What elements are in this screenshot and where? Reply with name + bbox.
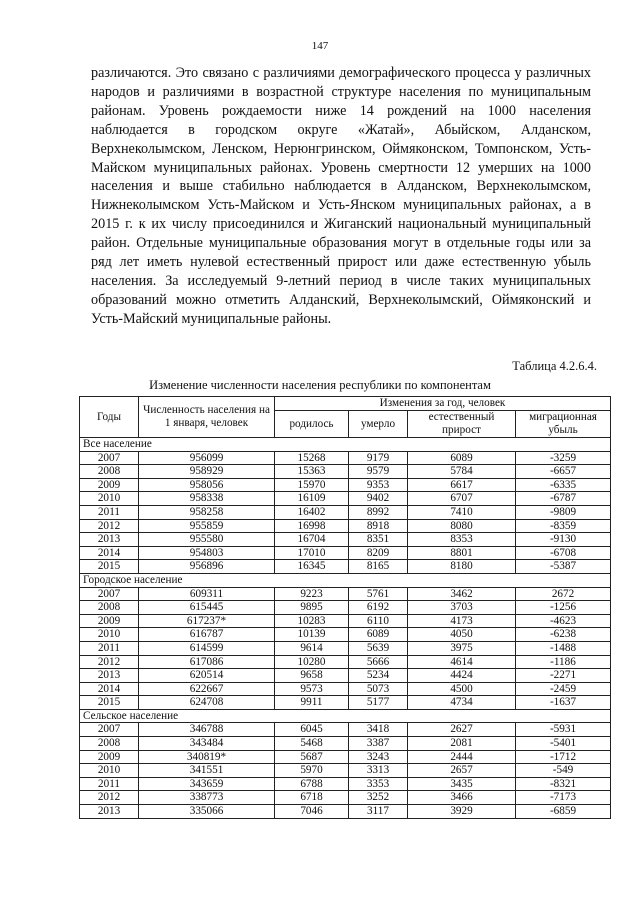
table-cell: 10280 — [275, 655, 349, 669]
table-cell: 6707 — [408, 492, 516, 506]
table-cell: -2459 — [516, 682, 611, 696]
header-died: умерло — [349, 411, 408, 438]
table-cell: 8918 — [349, 519, 408, 533]
table-row — [80, 791, 611, 805]
table-cell: 624708 — [139, 696, 275, 710]
table-cell: -5931 — [516, 723, 611, 737]
header-natural: естественный прирост — [408, 411, 516, 438]
table-row — [80, 805, 611, 819]
table-cell: 2010 — [80, 628, 139, 642]
table-cell: 614599 — [139, 641, 275, 655]
table-cell: 4050 — [408, 628, 516, 642]
table-cell: -1186 — [516, 655, 611, 669]
table-cell: 3252 — [349, 791, 408, 805]
table-cell: 16704 — [275, 533, 349, 547]
table-cell: 341551 — [139, 764, 275, 778]
table-cell: 3117 — [349, 805, 408, 819]
table-row — [80, 546, 611, 560]
table-cell: 958056 — [139, 478, 275, 492]
table-cell: 6045 — [275, 723, 349, 737]
table-cell: 2009 — [80, 478, 139, 492]
table-cell: -7173 — [516, 791, 611, 805]
table-cell: 9614 — [275, 641, 349, 655]
table-cell: 6089 — [349, 628, 408, 642]
table-cell: 2627 — [408, 723, 516, 737]
table-cell: 2009 — [80, 750, 139, 764]
table-cell: 2007 — [80, 587, 139, 601]
table-cell: 15363 — [275, 465, 349, 479]
table-cell: 2011 — [80, 777, 139, 791]
table-cell: 8080 — [408, 519, 516, 533]
table-cell: 335066 — [139, 805, 275, 819]
table-row — [80, 682, 611, 696]
table-cell: 955580 — [139, 533, 275, 547]
paragraph-text: различаются. Это связано с различиями демографического процесса у различных народов и различиями в возрастной структуре населения по муниципальным районам. Уровень рождаемости ниже 14 рождений на 1000 населения наблюдается в городском округе «Жатай», Абыйском, Алданском, Верхнеколымском, Ленском, Нерюнгринском, Оймяконском, Томпонском, Усть-Майском муниципальных районах. Уровень смертности 12 умерших на 1000 населения и выше стабильно наблюдается в Алданском, Верхнеколымском, Нижнеколымском Усть-Майском и Усть-Янском муниципальных районах, а в 2015 г. к их числу присоединился и Жиганский национальный муниципальный район. Отдельные муниципальные образования могут в отдельные годы или за ряд лет иметь нулевой естественный прирост или даже естественную убыль населения. За исследуемый 9-летний период в числе таких муниципальных образований можно отметить Алданский, Верхнеколымский, Оймяконский и Усть-Майский муниципальные районы. — [91, 65, 591, 327]
table-cell: 3435 — [408, 777, 516, 791]
table-cell: 343484 — [139, 737, 275, 751]
table-row — [80, 614, 611, 628]
table-row — [80, 764, 611, 778]
table-cell: -8359 — [516, 519, 611, 533]
table-row — [80, 505, 611, 519]
table-cell: -4623 — [516, 614, 611, 628]
table-cell: 9223 — [275, 587, 349, 601]
table-cell: 2657 — [408, 764, 516, 778]
table-cell: 16109 — [275, 492, 349, 506]
table-row — [80, 492, 611, 506]
table-cell: -6708 — [516, 546, 611, 560]
table-cell: 6192 — [349, 601, 408, 615]
table-cell: -6238 — [516, 628, 611, 642]
table-cell: 9579 — [349, 465, 408, 479]
table-cell: 9353 — [349, 478, 408, 492]
table-cell: 958338 — [139, 492, 275, 506]
table-row — [80, 465, 611, 479]
header-changes: Изменения за год, человек — [275, 397, 611, 411]
table-cell: 9179 — [349, 451, 408, 465]
table-cell: 2081 — [408, 737, 516, 751]
table-cell: 5639 — [349, 641, 408, 655]
table-cell: -2271 — [516, 669, 611, 683]
table-cell: 2013 — [80, 805, 139, 819]
table-cell: -5387 — [516, 560, 611, 574]
table-cell: 5073 — [349, 682, 408, 696]
table-cell: 609311 — [139, 587, 275, 601]
section-title: Сельское население — [80, 709, 611, 723]
table-cell: 3418 — [349, 723, 408, 737]
table-cell: 16998 — [275, 519, 349, 533]
table-cell: 5468 — [275, 737, 349, 751]
table-cell: 3975 — [408, 641, 516, 655]
table-cell: 955859 — [139, 519, 275, 533]
table-cell: 8180 — [408, 560, 516, 574]
section-title: Городское население — [80, 573, 611, 587]
table-cell: 2672 — [516, 587, 611, 601]
table-cell: 8801 — [408, 546, 516, 560]
table-row — [80, 533, 611, 547]
table-cell: 2007 — [80, 451, 139, 465]
table-cell: 3929 — [408, 805, 516, 819]
table-row — [80, 669, 611, 683]
table-title: Изменение численности населения республики по компонентам — [149, 378, 491, 392]
table-cell: 3387 — [349, 737, 408, 751]
population-change-table — [79, 396, 611, 819]
table-row — [80, 628, 611, 642]
table-row — [80, 737, 611, 751]
table-label: Таблица 4.2.6.4. — [512, 359, 597, 373]
table-cell: 10283 — [275, 614, 349, 628]
table-row — [80, 478, 611, 492]
table-cell: -6859 — [516, 805, 611, 819]
table-cell: 5761 — [349, 587, 408, 601]
table-cell: 4614 — [408, 655, 516, 669]
table-cell: 6788 — [275, 777, 349, 791]
table-cell: -3259 — [516, 451, 611, 465]
header-migration: миграционная убыль — [516, 411, 611, 438]
table-cell: 8351 — [349, 533, 408, 547]
table-cell: 5177 — [349, 696, 408, 710]
table-cell: 2007 — [80, 723, 139, 737]
table-cell: 2008 — [80, 601, 139, 615]
header-years: Годы — [80, 397, 139, 438]
table-row — [80, 451, 611, 465]
table-body — [80, 438, 611, 819]
table-cell: 9895 — [275, 601, 349, 615]
body-paragraph — [91, 64, 591, 329]
table-cell: 8209 — [349, 546, 408, 560]
table-cell: 6718 — [275, 791, 349, 805]
table-cell: 2012 — [80, 655, 139, 669]
table-cell: 2012 — [80, 519, 139, 533]
table-cell: 2011 — [80, 641, 139, 655]
table-cell: 2010 — [80, 764, 139, 778]
table-cell: 8165 — [349, 560, 408, 574]
table-row — [80, 519, 611, 533]
page-number: 147 — [311, 40, 329, 52]
section-row — [80, 573, 611, 587]
table-cell: 6617 — [408, 478, 516, 492]
table-cell: 5687 — [275, 750, 349, 764]
table-cell: 6089 — [408, 451, 516, 465]
table-cell: -1637 — [516, 696, 611, 710]
table-cell: 16402 — [275, 505, 349, 519]
table-cell: 3703 — [408, 601, 516, 615]
table-cell: 7046 — [275, 805, 349, 819]
table-cell: 2015 — [80, 560, 139, 574]
table-cell: 622667 — [139, 682, 275, 696]
table-cell: 4424 — [408, 669, 516, 683]
table-cell: 2013 — [80, 669, 139, 683]
table-cell: 616787 — [139, 628, 275, 642]
table-cell: 7410 — [408, 505, 516, 519]
table-cell: 617086 — [139, 655, 275, 669]
table-cell: 2014 — [80, 546, 139, 560]
table-cell: 4500 — [408, 682, 516, 696]
table-cell: 4734 — [408, 696, 516, 710]
table-cell: 16345 — [275, 560, 349, 574]
table-row — [80, 587, 611, 601]
table-cell: 615445 — [139, 601, 275, 615]
table-row — [80, 641, 611, 655]
table-cell: 3462 — [408, 587, 516, 601]
table-cell: 343659 — [139, 777, 275, 791]
table-cell: 2012 — [80, 791, 139, 805]
table-cell: 2015 — [80, 696, 139, 710]
table-cell: -1488 — [516, 641, 611, 655]
table-cell: 617237* — [139, 614, 275, 628]
table-row — [80, 696, 611, 710]
table-cell: -6787 — [516, 492, 611, 506]
table-cell: -1712 — [516, 750, 611, 764]
table-cell: 338773 — [139, 791, 275, 805]
table-cell: -9130 — [516, 533, 611, 547]
table-cell: 954803 — [139, 546, 275, 560]
table-cell: 2013 — [80, 533, 139, 547]
table-cell: 5970 — [275, 764, 349, 778]
table-cell: 9658 — [275, 669, 349, 683]
table-cell: -5401 — [516, 737, 611, 751]
table-cell: 956896 — [139, 560, 275, 574]
table-cell: 340819* — [139, 750, 275, 764]
table-cell: 9402 — [349, 492, 408, 506]
table-row — [80, 655, 611, 669]
table-cell: 2444 — [408, 750, 516, 764]
table-cell: 3313 — [349, 764, 408, 778]
table-cell: 2011 — [80, 505, 139, 519]
table-cell: -1256 — [516, 601, 611, 615]
table-cell: -6335 — [516, 478, 611, 492]
table-cell: 9573 — [275, 682, 349, 696]
table-cell: 346788 — [139, 723, 275, 737]
table-cell: 5784 — [408, 465, 516, 479]
section-title: Все население — [80, 438, 611, 452]
table-row — [80, 777, 611, 791]
table-row — [80, 601, 611, 615]
table-cell: 3243 — [349, 750, 408, 764]
header-population: Численность населения на 1 января, человек — [139, 397, 275, 438]
table-cell: 5666 — [349, 655, 408, 669]
table-cell: 6110 — [349, 614, 408, 628]
table-cell: 4173 — [408, 614, 516, 628]
table-cell: 620514 — [139, 669, 275, 683]
table-cell: 958258 — [139, 505, 275, 519]
section-row — [80, 709, 611, 723]
table-cell: 15970 — [275, 478, 349, 492]
table-row — [80, 723, 611, 737]
header-born: родилось — [275, 411, 349, 438]
table-cell: 2010 — [80, 492, 139, 506]
table-cell: 2008 — [80, 465, 139, 479]
section-row — [80, 438, 611, 452]
table-cell: 3353 — [349, 777, 408, 791]
table-cell: 958929 — [139, 465, 275, 479]
table-cell: -9809 — [516, 505, 611, 519]
table-cell: -8321 — [516, 777, 611, 791]
table-cell: 8992 — [349, 505, 408, 519]
table-cell: 3466 — [408, 791, 516, 805]
table-cell: 2014 — [80, 682, 139, 696]
table-cell: 8353 — [408, 533, 516, 547]
table-cell: 15268 — [275, 451, 349, 465]
table-cell: -6657 — [516, 465, 611, 479]
table-cell: 2008 — [80, 737, 139, 751]
table-cell: 17010 — [275, 546, 349, 560]
table-cell: -549 — [516, 764, 611, 778]
table-cell: 10139 — [275, 628, 349, 642]
table-cell: 5234 — [349, 669, 408, 683]
table-row — [80, 560, 611, 574]
table-cell: 9911 — [275, 696, 349, 710]
table-cell: 956099 — [139, 451, 275, 465]
table-row — [80, 750, 611, 764]
table-cell: 2009 — [80, 614, 139, 628]
